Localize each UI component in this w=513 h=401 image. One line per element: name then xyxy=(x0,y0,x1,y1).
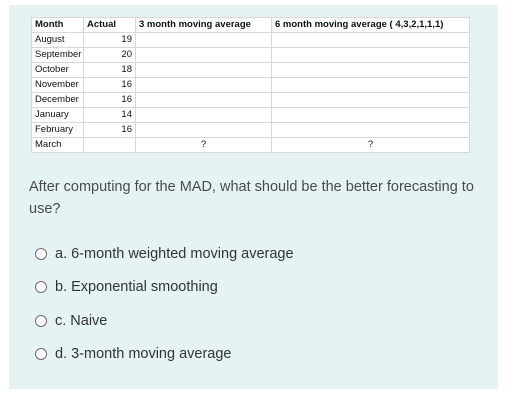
three-month-cell xyxy=(136,78,272,93)
actual-cell: 14 xyxy=(84,108,136,123)
table-row xyxy=(32,138,470,153)
option-letter: a. xyxy=(55,246,68,262)
option-letter: c. xyxy=(55,313,67,329)
three-month-cell xyxy=(136,123,272,138)
three-month-cell xyxy=(136,33,272,48)
option-a[interactable] xyxy=(35,246,294,262)
option-c[interactable] xyxy=(35,313,107,329)
header-month: Month xyxy=(32,18,84,33)
option-b[interactable] xyxy=(35,279,218,295)
table-row xyxy=(32,123,470,138)
table-row xyxy=(32,48,470,63)
six-month-cell xyxy=(272,123,470,138)
three-month-cell xyxy=(136,63,272,78)
actual-cell: 19 xyxy=(84,33,136,48)
three-month-cell xyxy=(136,108,272,123)
data-table xyxy=(31,17,470,153)
radio-circle-icon[interactable] xyxy=(35,315,47,327)
three-month-cell: ? xyxy=(136,138,272,153)
six-month-cell: ? xyxy=(272,138,470,153)
six-month-cell xyxy=(272,93,470,108)
table-row xyxy=(32,78,470,93)
six-month-cell xyxy=(272,78,470,93)
month-cell: March xyxy=(32,138,84,153)
month-cell: October xyxy=(32,63,84,78)
option-label: 6-month weighted moving average xyxy=(71,246,294,262)
radio-circle-icon[interactable] xyxy=(35,281,47,293)
actual-cell: 16 xyxy=(84,93,136,108)
month-cell: September xyxy=(32,48,84,63)
header-actual: Actual xyxy=(84,18,136,33)
actual-cell: 18 xyxy=(84,63,136,78)
radio-circle-icon[interactable] xyxy=(35,348,47,360)
radio-circle-icon[interactable] xyxy=(35,248,47,260)
option-label: Exponential smoothing xyxy=(71,279,218,295)
month-cell: January xyxy=(32,108,84,123)
six-month-cell xyxy=(272,48,470,63)
header-3-month-average: 3 month moving average xyxy=(136,18,272,33)
month-cell: August xyxy=(32,33,84,48)
table-header-row xyxy=(32,18,470,33)
table-row xyxy=(32,93,470,108)
table-row xyxy=(32,108,470,123)
actual-cell: 20 xyxy=(84,48,136,63)
actual-cell: 16 xyxy=(84,78,136,93)
three-month-cell xyxy=(136,93,272,108)
header-6-month-average: 6 month moving average ( 4,3,2,1,1,1) xyxy=(272,18,470,33)
six-month-cell xyxy=(272,108,470,123)
six-month-cell xyxy=(272,63,470,78)
month-cell: December xyxy=(32,93,84,108)
table-row xyxy=(32,33,470,48)
three-month-cell xyxy=(136,48,272,63)
option-label: 3-month moving average xyxy=(71,346,232,362)
table-row xyxy=(32,63,470,78)
actual-cell xyxy=(84,138,136,153)
option-letter: d. xyxy=(55,346,68,362)
option-label: Naive xyxy=(70,313,108,329)
six-month-cell xyxy=(272,33,470,48)
question-text: After computing for the MAD, what should be the better forecasting to use? xyxy=(29,179,474,217)
actual-cell: 16 xyxy=(84,123,136,138)
month-cell: November xyxy=(32,78,84,93)
option-letter: b. xyxy=(55,279,68,295)
option-d[interactable] xyxy=(35,346,232,362)
month-cell: February xyxy=(32,123,84,138)
